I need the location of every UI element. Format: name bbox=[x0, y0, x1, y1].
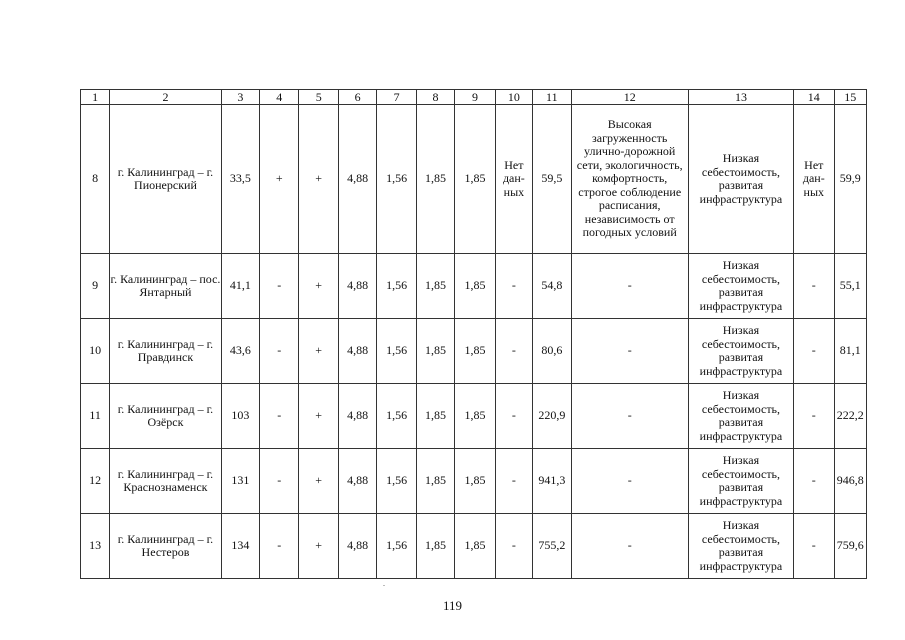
data-table bbox=[80, 89, 867, 579]
table-row bbox=[81, 449, 867, 514]
table-cell: 1,85 bbox=[455, 384, 495, 449]
table-cell: 759,6 bbox=[834, 514, 866, 579]
table-cell: Нет дан- ных bbox=[794, 105, 834, 254]
notes-cell: Низкая себестоимость, развитая инфраструктура bbox=[688, 254, 793, 319]
route-cell: г. Калининград – г. Краснознаменск bbox=[110, 449, 221, 514]
table-cell: 131 bbox=[221, 449, 259, 514]
table-cell: + bbox=[299, 514, 338, 579]
table-cell: + bbox=[299, 449, 338, 514]
table-cell: - bbox=[260, 319, 299, 384]
header-cell: 13 bbox=[688, 90, 793, 105]
header-cell: 7 bbox=[377, 90, 416, 105]
header-cell: 14 bbox=[794, 90, 834, 105]
table-cell: 1,85 bbox=[455, 254, 495, 319]
table-cell: - bbox=[794, 384, 834, 449]
route-cell: г. Калининград – г. Нестеров bbox=[110, 514, 221, 579]
header-cell: 5 bbox=[299, 90, 338, 105]
advantages-cell: - bbox=[571, 254, 688, 319]
table-cell: 4,88 bbox=[338, 514, 376, 579]
header-cell: 4 bbox=[260, 90, 299, 105]
route-cell: г. Калининград – г. Озёрск bbox=[110, 384, 221, 449]
header-cell: 3 bbox=[221, 90, 259, 105]
table-cell: 59,9 bbox=[834, 105, 866, 254]
page-number: 119 bbox=[442, 598, 463, 613]
table-cell: 1,56 bbox=[377, 514, 416, 579]
row-number: 13 bbox=[81, 514, 110, 579]
row-number: 9 bbox=[81, 254, 110, 319]
table-row bbox=[81, 514, 867, 579]
table-cell: - bbox=[495, 514, 532, 579]
table-row bbox=[81, 319, 867, 384]
table-cell: + bbox=[299, 319, 338, 384]
advantages-cell: - bbox=[571, 319, 688, 384]
table-row bbox=[81, 384, 867, 449]
table-cell: + bbox=[260, 105, 299, 254]
table-cell: 1,85 bbox=[455, 514, 495, 579]
header-cell: 10 bbox=[495, 90, 532, 105]
notes-cell: Низкая себестоимость, развитая инфраструктура bbox=[688, 105, 793, 254]
route-cell: г. Калининград – пос. Янтарный bbox=[110, 254, 221, 319]
table-cell: 4,88 bbox=[338, 254, 376, 319]
row-number: 12 bbox=[81, 449, 110, 514]
table-cell: - bbox=[794, 319, 834, 384]
table-cell: 1,85 bbox=[416, 105, 454, 254]
table-cell: 134 bbox=[221, 514, 259, 579]
scan-speck bbox=[383, 585, 385, 586]
advantages-cell: Высокая загруженность улично-дорожной сети, экологичность, комфортность, строгое соблюдение расписания, независимость от погодных условий bbox=[571, 105, 688, 254]
header-cell: 11 bbox=[533, 90, 571, 105]
table-cell: Нет дан- ных bbox=[495, 105, 532, 254]
header-cell: 8 bbox=[416, 90, 454, 105]
table-cell: - bbox=[260, 514, 299, 579]
table-cell: 43,6 bbox=[221, 319, 259, 384]
table-cell: 1,85 bbox=[455, 319, 495, 384]
table-cell: 220,9 bbox=[533, 384, 571, 449]
table-cell: - bbox=[495, 254, 532, 319]
advantages-cell: - bbox=[571, 384, 688, 449]
notes-cell: Низкая себестоимость, развитая инфраструктура bbox=[688, 384, 793, 449]
notes-cell: Низкая себестоимость, развитая инфраструктура bbox=[688, 449, 793, 514]
table-cell: + bbox=[299, 105, 338, 254]
advantages-cell: - bbox=[571, 449, 688, 514]
table-cell: 55,1 bbox=[834, 254, 866, 319]
table-cell: 1,85 bbox=[416, 384, 454, 449]
table-cell: 80,6 bbox=[533, 319, 571, 384]
header-cell: 15 bbox=[834, 90, 866, 105]
table-cell: 941,3 bbox=[533, 449, 571, 514]
table-cell: 59,5 bbox=[533, 105, 571, 254]
table-cell: 41,1 bbox=[221, 254, 259, 319]
table-cell: 1,56 bbox=[377, 384, 416, 449]
row-number: 8 bbox=[81, 105, 110, 254]
notes-cell: Низкая себестоимость, развитая инфраструктура bbox=[688, 514, 793, 579]
route-cell: г. Калининград – г. Пионерский bbox=[110, 105, 221, 254]
header-cell: 1 bbox=[81, 90, 110, 105]
row-number: 11 bbox=[81, 384, 110, 449]
table-cell: 1,56 bbox=[377, 449, 416, 514]
table-cell: 1,85 bbox=[416, 319, 454, 384]
table-cell: 4,88 bbox=[338, 449, 376, 514]
table-cell: - bbox=[495, 449, 532, 514]
header-cell: 6 bbox=[338, 90, 376, 105]
table-cell: 54,8 bbox=[533, 254, 571, 319]
table-cell: + bbox=[299, 254, 338, 319]
advantages-cell: - bbox=[571, 514, 688, 579]
table-cell: 755,2 bbox=[533, 514, 571, 579]
header-row bbox=[81, 90, 867, 105]
table-cell: 222,2 bbox=[834, 384, 866, 449]
table-cell: 4,88 bbox=[338, 384, 376, 449]
table-cell: 103 bbox=[221, 384, 259, 449]
table-cell: - bbox=[260, 449, 299, 514]
header-cell: 12 bbox=[571, 90, 688, 105]
table-cell: 1,85 bbox=[416, 449, 454, 514]
table-cell: 1,56 bbox=[377, 319, 416, 384]
table-cell: - bbox=[495, 319, 532, 384]
table-cell: - bbox=[794, 254, 834, 319]
table-cell: - bbox=[794, 449, 834, 514]
notes-cell: Низкая себестоимость, развитая инфраструктура bbox=[688, 319, 793, 384]
table-cell: 1,56 bbox=[377, 105, 416, 254]
table-cell: - bbox=[260, 254, 299, 319]
table-cell: 1,85 bbox=[455, 449, 495, 514]
table-cell: 946,8 bbox=[834, 449, 866, 514]
table-cell: 4,88 bbox=[338, 105, 376, 254]
table-cell: + bbox=[299, 384, 338, 449]
header-cell: 2 bbox=[110, 90, 221, 105]
header-cell: 9 bbox=[455, 90, 495, 105]
table-cell: 1,85 bbox=[416, 514, 454, 579]
table-cell: 1,85 bbox=[416, 254, 454, 319]
table-cell: 81,1 bbox=[834, 319, 866, 384]
table-cell: 1,85 bbox=[455, 105, 495, 254]
row-number: 10 bbox=[81, 319, 110, 384]
table-row bbox=[81, 254, 867, 319]
table-row bbox=[81, 105, 867, 254]
table-cell: 4,88 bbox=[338, 319, 376, 384]
table-cell: - bbox=[495, 384, 532, 449]
table-cell: 33,5 bbox=[221, 105, 259, 254]
table-cell: 1,56 bbox=[377, 254, 416, 319]
route-cell: г. Калининград – г. Правдинск bbox=[110, 319, 221, 384]
table-cell: - bbox=[260, 384, 299, 449]
table-cell: - bbox=[794, 514, 834, 579]
